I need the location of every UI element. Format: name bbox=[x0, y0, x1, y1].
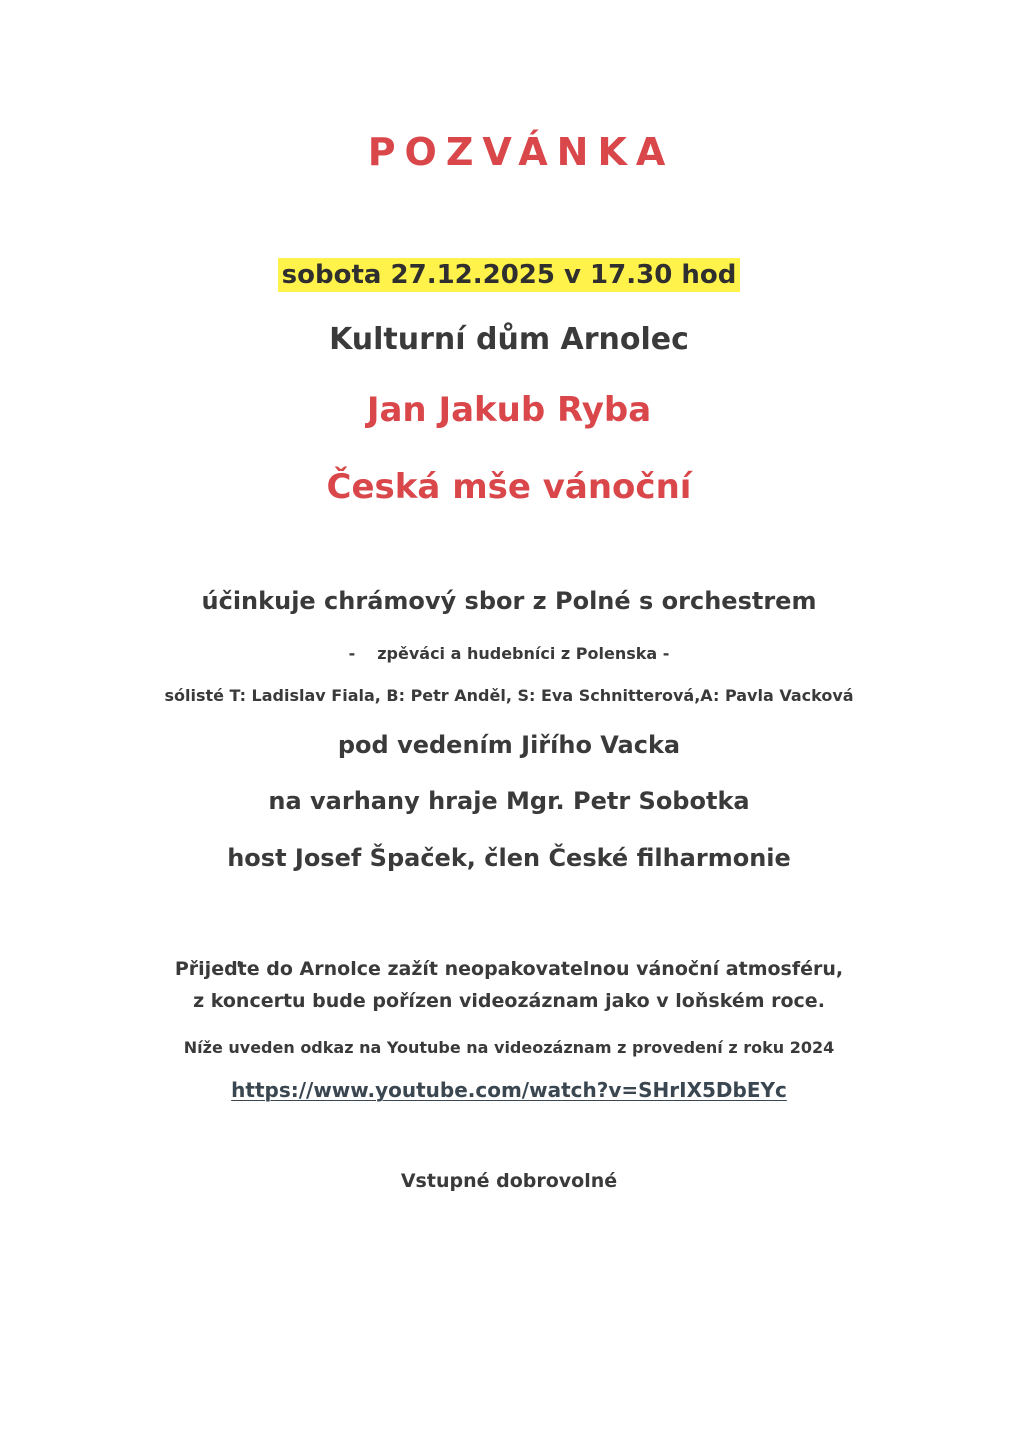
singers-text: zpěváci a hudebníci z Polenska - bbox=[377, 644, 670, 663]
performers-text: účinkuje chrámový sbor z Polné s orchestrem bbox=[201, 587, 817, 615]
invite-line-1: Přijeďte do Arnolce zažít neopakovatelnou vánoční atmosféru, bbox=[174, 958, 844, 980]
event-date-line bbox=[0, 260, 1018, 290]
invitation-title: POZVÁNKA bbox=[367, 130, 675, 174]
conductor-text: pod vedením Jiřího Vacka bbox=[337, 731, 681, 759]
singers-line bbox=[0, 644, 1018, 663]
organist-text: na varhany hraje Mgr. Petr Sobotka bbox=[268, 787, 750, 815]
soloists-text: sólisté T: Ladislav Fiala, B: Petr Anděl, S: Eva Schnitterová,A: Pavla Vacková bbox=[164, 686, 854, 705]
youtube-link[interactable]: https://www.youtube.com/watch?v=SHrIX5DbEYc bbox=[231, 1078, 787, 1102]
guest-text: host Josef Špaček, člen České filharmonie bbox=[227, 844, 791, 872]
singers-dash: - bbox=[348, 644, 356, 663]
invite-line-2: z koncertu bude pořízen videozáznam jako v loňském roce. bbox=[193, 990, 825, 1012]
event-date-time: sobota 27.12.2025 v 17.30 hod bbox=[278, 258, 741, 292]
event-venue: Kulturní dům Arnolec bbox=[329, 322, 689, 357]
composer-name: Jan Jakub Ryba bbox=[366, 390, 652, 430]
youtube-link-line bbox=[0, 1078, 1018, 1102]
youtube-note: Níže uveden odkaz na Youtube na videozáznam z provedení z roku 2024 bbox=[183, 1038, 835, 1057]
entry-fee-text: Vstupné dobrovolné bbox=[400, 1170, 618, 1192]
work-title: Česká mše vánoční bbox=[326, 467, 692, 507]
